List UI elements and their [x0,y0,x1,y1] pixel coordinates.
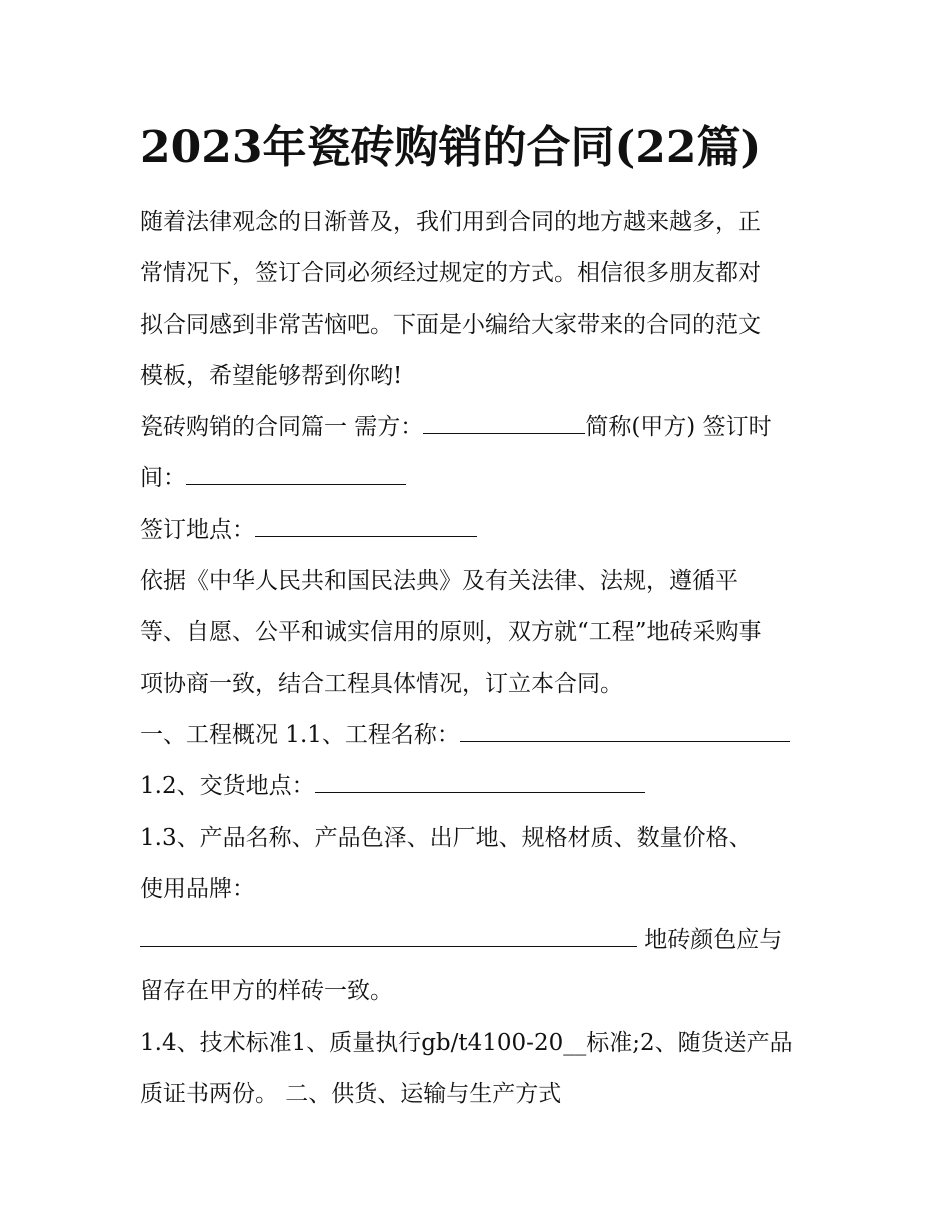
project-name-blank [460,719,790,742]
document-body [140,197,810,1120]
color-label: 地砖颜色应与 [637,927,783,954]
delivery-line [140,761,810,812]
sign-time-line [140,453,810,504]
product-line: 1.3、产品名称、产品色泽、出厂地、规格材质、数量价格、 [140,824,752,851]
delivery-place-blank [315,770,645,793]
color-line: 留存在甲方的样砖一致。 [140,978,393,1005]
sign-place-blank [255,514,477,537]
sign-time-label: 间： [140,465,186,492]
buyer-line [140,402,810,453]
sign-time-blank [186,462,406,485]
tech-line: 质证书两份。 二、供货、运输与生产方式 [140,1081,562,1108]
delivery-label: 1.2、交货地点： [140,773,315,800]
document-title: 2023年瓷砖购销的合同(22篇) [140,122,762,173]
basis-line: 依据《中华人民共和国民法典》及有关法律、法规，遵循平 [140,568,738,595]
project-name-line [140,710,810,761]
buyer-name-blank [423,411,585,434]
buyer-label: 瓷砖购销的合同篇一 需方： [140,414,424,441]
intro-line: 模板，希望能够帮到你哟! [140,362,403,389]
project-name-label: 一、工程概况 1.1、工程名称： [140,721,460,748]
intro-line: 拟合同感到非常苦恼吧。下面是小编给大家带来的合同的范文 [140,311,761,338]
product-line: 使用品牌： [140,875,255,902]
brand-blank [140,924,637,947]
sign-place-line [140,505,810,556]
buyer-suffix: 简称(甲方) 签订时 [585,414,772,441]
basis-line: 等、自愿、公平和诚实信用的原则，双方就“工程”地砖采购事 [140,619,762,646]
intro-line: 常情况下，签订合同必须经过规定的方式。相信很多朋友都对 [140,260,761,287]
basis-line: 项协商一致，结合工程具体情况，订立本合同。 [140,670,623,697]
brand-line [140,915,810,966]
intro-line: 随着法律观念的日渐普及，我们用到合同的地方越来越多，正 [140,209,761,235]
tech-line: 1.4、技术标准1、质量执行gb/t4100-20__标准;2、随货送产品 [140,1029,793,1056]
sign-place-label: 签订地点： [140,516,255,543]
